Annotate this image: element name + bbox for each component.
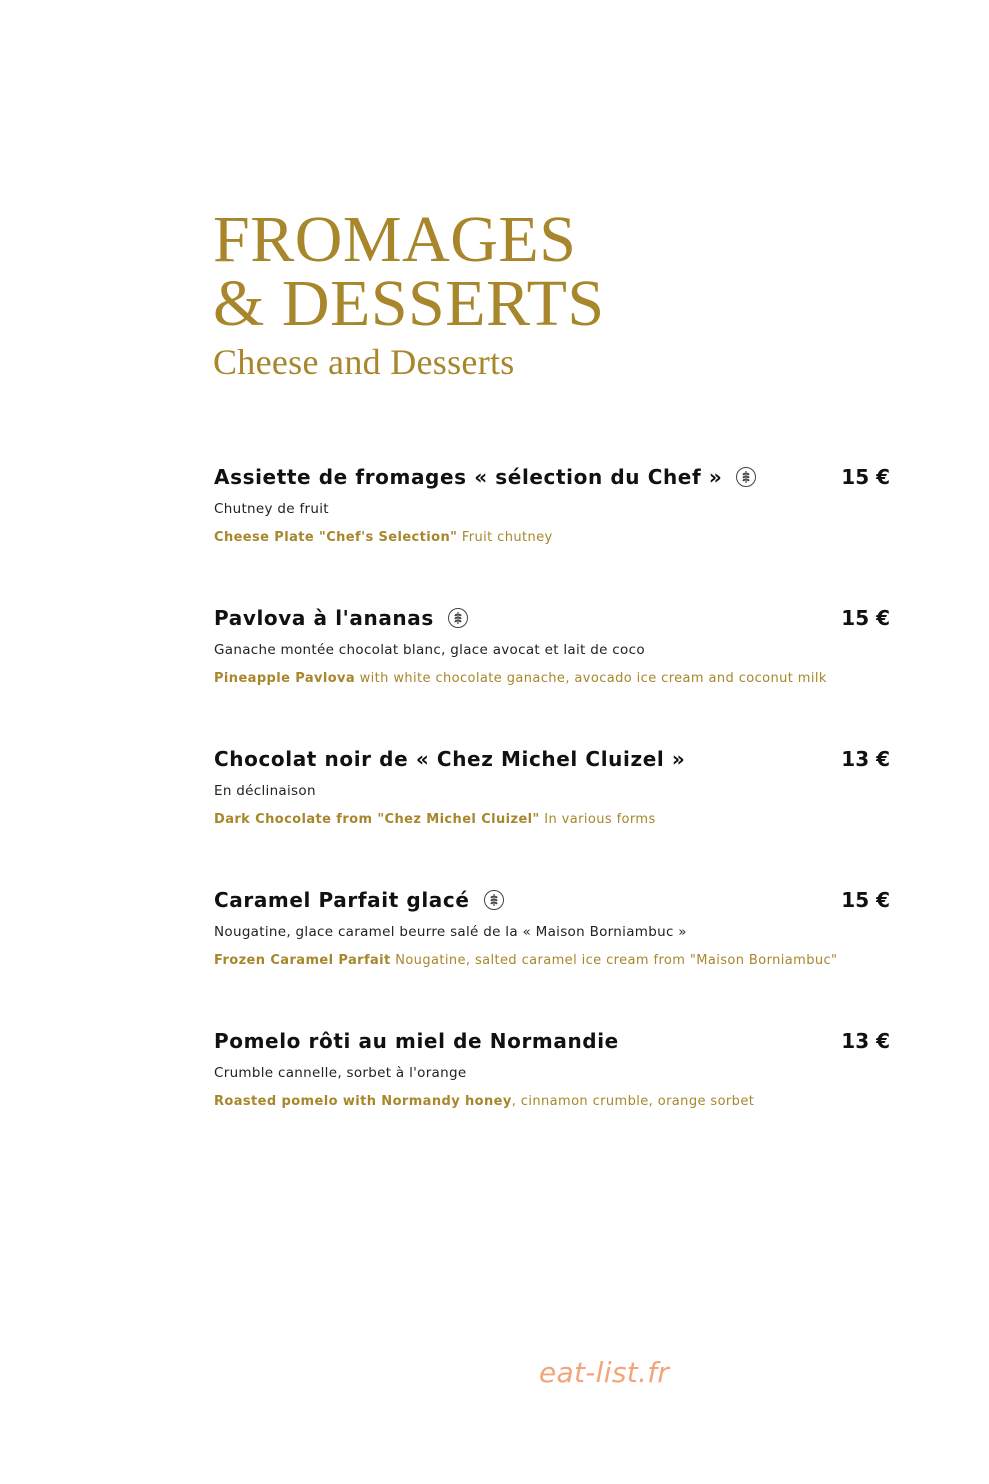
menu-item-list <box>214 460 894 1165</box>
menu-item-english-name: Frozen Caramel Parfait <box>214 953 391 968</box>
watermark[interactable]: eat-list.fr <box>539 1356 670 1389</box>
menu-item-english-description: with white chocolate ganache, avocado ice cream and coconut milk <box>355 671 827 686</box>
menu-item-description-en <box>214 811 894 829</box>
menu-item-name: Assiette de fromages « sélection du Chef » <box>214 465 723 489</box>
menu-item-english-description: In various forms <box>539 812 656 827</box>
menu-item-english-description: Fruit chutney <box>457 530 553 545</box>
menu-item <box>214 601 894 742</box>
menu-item-description-en <box>214 952 894 970</box>
menu-item-price: 15 € <box>841 888 890 912</box>
section-heading <box>213 203 605 384</box>
menu-item-header <box>214 883 894 917</box>
menu-item <box>214 1024 894 1165</box>
menu-item-header <box>214 601 894 635</box>
menu-item-name: Caramel Parfait glacé <box>214 888 470 912</box>
menu-item-price: 15 € <box>841 465 890 489</box>
menu-item <box>214 742 894 883</box>
menu-item-description-fr: Nougatine, glace caramel beurre salé de la « Maison Borniambuc » <box>214 924 687 940</box>
wheat-icon <box>448 608 468 628</box>
menu-item <box>214 883 894 1024</box>
menu-item-english-description: , cinnamon crumble, orange sorbet <box>511 1094 755 1109</box>
menu-item-description-en <box>214 529 894 547</box>
menu-item-header <box>214 460 894 494</box>
heading-subtitle: Cheese and Desserts <box>213 342 515 382</box>
wheat-icon <box>484 890 504 910</box>
menu-item-english-description: Nougatine, salted caramel ice cream from "Maison Borniambuc" <box>390 953 838 968</box>
menu-item-price: 13 € <box>841 747 890 771</box>
menu-item-english-name: Dark Chocolate from "Chez Michel Cluizel" <box>214 812 540 827</box>
menu-item-english-name: Cheese Plate "Chef's Selection" <box>214 530 458 545</box>
menu-item-description-en <box>214 670 894 688</box>
menu-item-english-name: Pineapple Pavlova <box>214 671 356 686</box>
menu-item <box>214 460 894 601</box>
menu-item-name: Pavlova à l'ananas <box>214 606 434 630</box>
menu-item-name: Pomelo rôti au miel de Normandie <box>214 1029 619 1053</box>
menu-item-description-fr: En déclinaison <box>214 783 316 799</box>
heading-line-1: FROMAGES <box>213 203 577 276</box>
menu-item-description-fr: Chutney de fruit <box>214 501 329 517</box>
menu-item-header <box>214 742 894 776</box>
menu-item-name: Chocolat noir de « Chez Michel Cluizel » <box>214 747 686 771</box>
menu-item-description-fr: Crumble cannelle, sorbet à l'orange <box>214 1065 467 1081</box>
menu-item-description-fr: Ganache montée chocolat blanc, glace avocat et lait de coco <box>214 642 645 658</box>
menu-item-header <box>214 1024 894 1058</box>
menu-item-description-en <box>214 1093 894 1111</box>
heading-line-2: & DESSERTS <box>213 267 605 340</box>
menu-item-price: 15 € <box>841 606 890 630</box>
menu-item-english-name: Roasted pomelo with Normandy honey <box>214 1094 512 1109</box>
menu-item-price: 13 € <box>841 1029 890 1053</box>
wheat-icon <box>736 467 756 487</box>
